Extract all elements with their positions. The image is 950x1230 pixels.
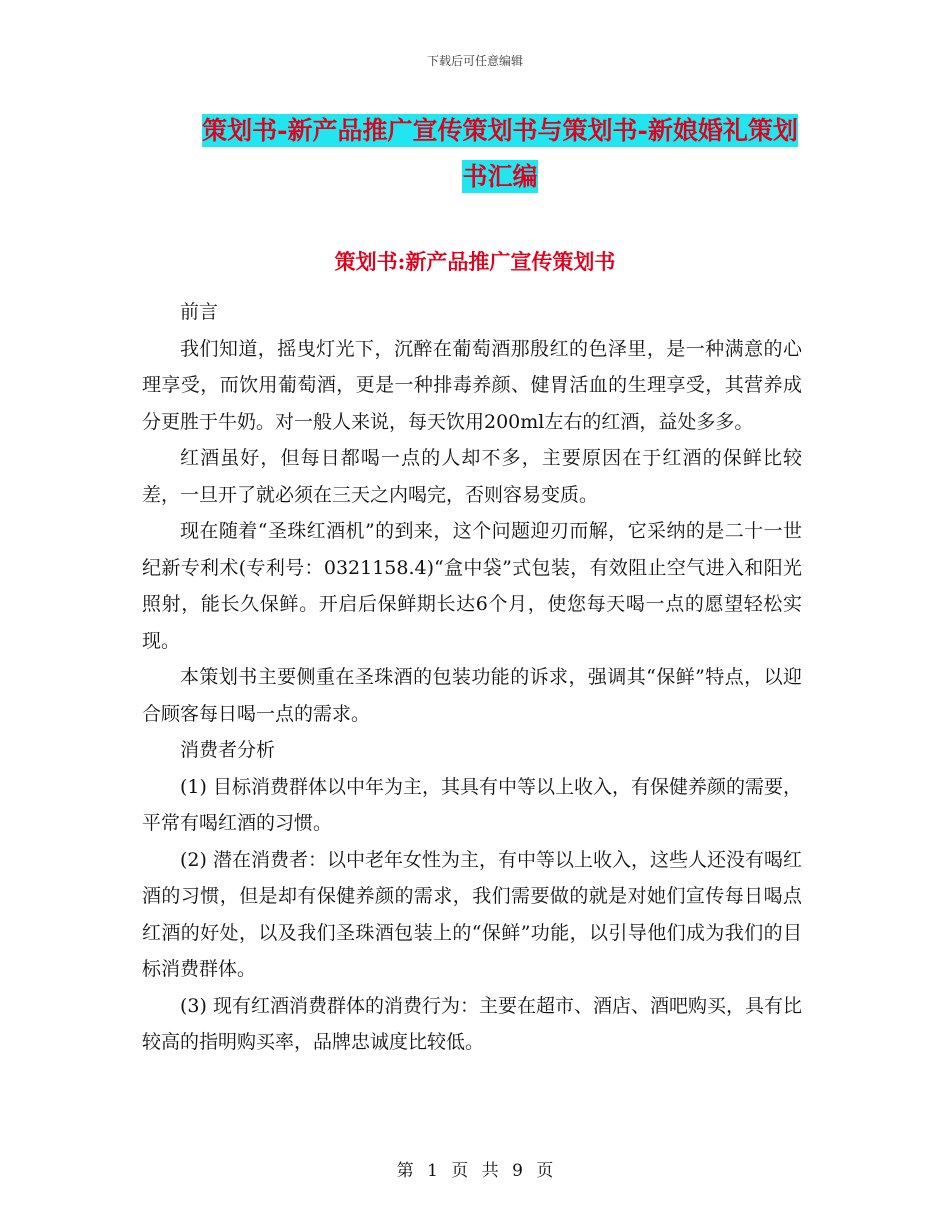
- paragraph: (2) 潜在消费者：以中老年女性为主，有中等以上收入，这些人还没有喝红酒的习惯，但是却有保健养颜的需求，我们需要做的就是对她们宣传每日喝点红酒的好处，以及我们圣珠酒包装上的“保鲜”功能，以引导他们成为我们的目标消费群体。: [142, 848, 802, 980]
- paragraph: (1) 目标消费群体以中年为主，其具有中等以上收入，有保健养颜的需要，平常有喝红酒的习惯。: [142, 775, 802, 834]
- paragraph: 我们知道，摇曳灯光下，沉醉在葡萄酒那殷红的色泽里，是一种满意的心理享受，而饮用葡萄酒，更是一种排毒养颜、健胃活血的生理享受，其营养成分更胜于牛奶。对一般人来说，每天饮用200ml左右的红酒，益处多多。: [142, 337, 802, 433]
- page-footer: [0, 1156, 950, 1181]
- footer-ye: 页: [451, 1161, 469, 1181]
- paragraph: 本策划书主要侧重在圣珠酒的包装功能的诉求，强调其“保鲜”特点，以迎合顾客每日喝一点的需求。: [142, 666, 802, 725]
- document-body: [142, 294, 802, 1061]
- footer-di: 第: [396, 1161, 414, 1181]
- footer-ye2: 页: [536, 1161, 554, 1181]
- document-title: [190, 108, 810, 200]
- paragraph: 红酒虽好，但每日都喝一点的人却不多，主要原因在于红酒的保鲜比较差，一旦开了就必须在三天之内喝完，否则容易变质。: [142, 447, 802, 506]
- paragraph: 消费者分析: [180, 739, 276, 761]
- total-pages: 9: [512, 1161, 523, 1181]
- section-title: 策划书:新产品推广宣传策划书: [334, 249, 616, 274]
- footer-gong: 共: [481, 1161, 499, 1181]
- paragraph: (3) 现有红酒消费群体的消费行为：主要在超市、酒店、酒吧购买，具有比较高的指明购买率，品牌忠诚度比较低。: [142, 994, 802, 1053]
- paragraph: 前言: [180, 301, 219, 323]
- page-number: 1: [427, 1161, 438, 1181]
- document-title-text: 策划书-新产品推广宣传策划书与策划书-新娘婚礼策划书汇编: [202, 116, 798, 191]
- header-note: 下载后可任意编辑: [426, 54, 523, 68]
- paragraph: 现在随着“圣珠红酒机”的到来，这个问题迎刃而解，它采纳的是二十一世纪新专利术(专利号：0321158.4)“盒中袋”式包装，有效阻止空气进入和阳光照射，能长久保鲜。开启后保鲜期长达6个月，使您每天喝一点的愿望轻松实现。: [142, 520, 802, 652]
